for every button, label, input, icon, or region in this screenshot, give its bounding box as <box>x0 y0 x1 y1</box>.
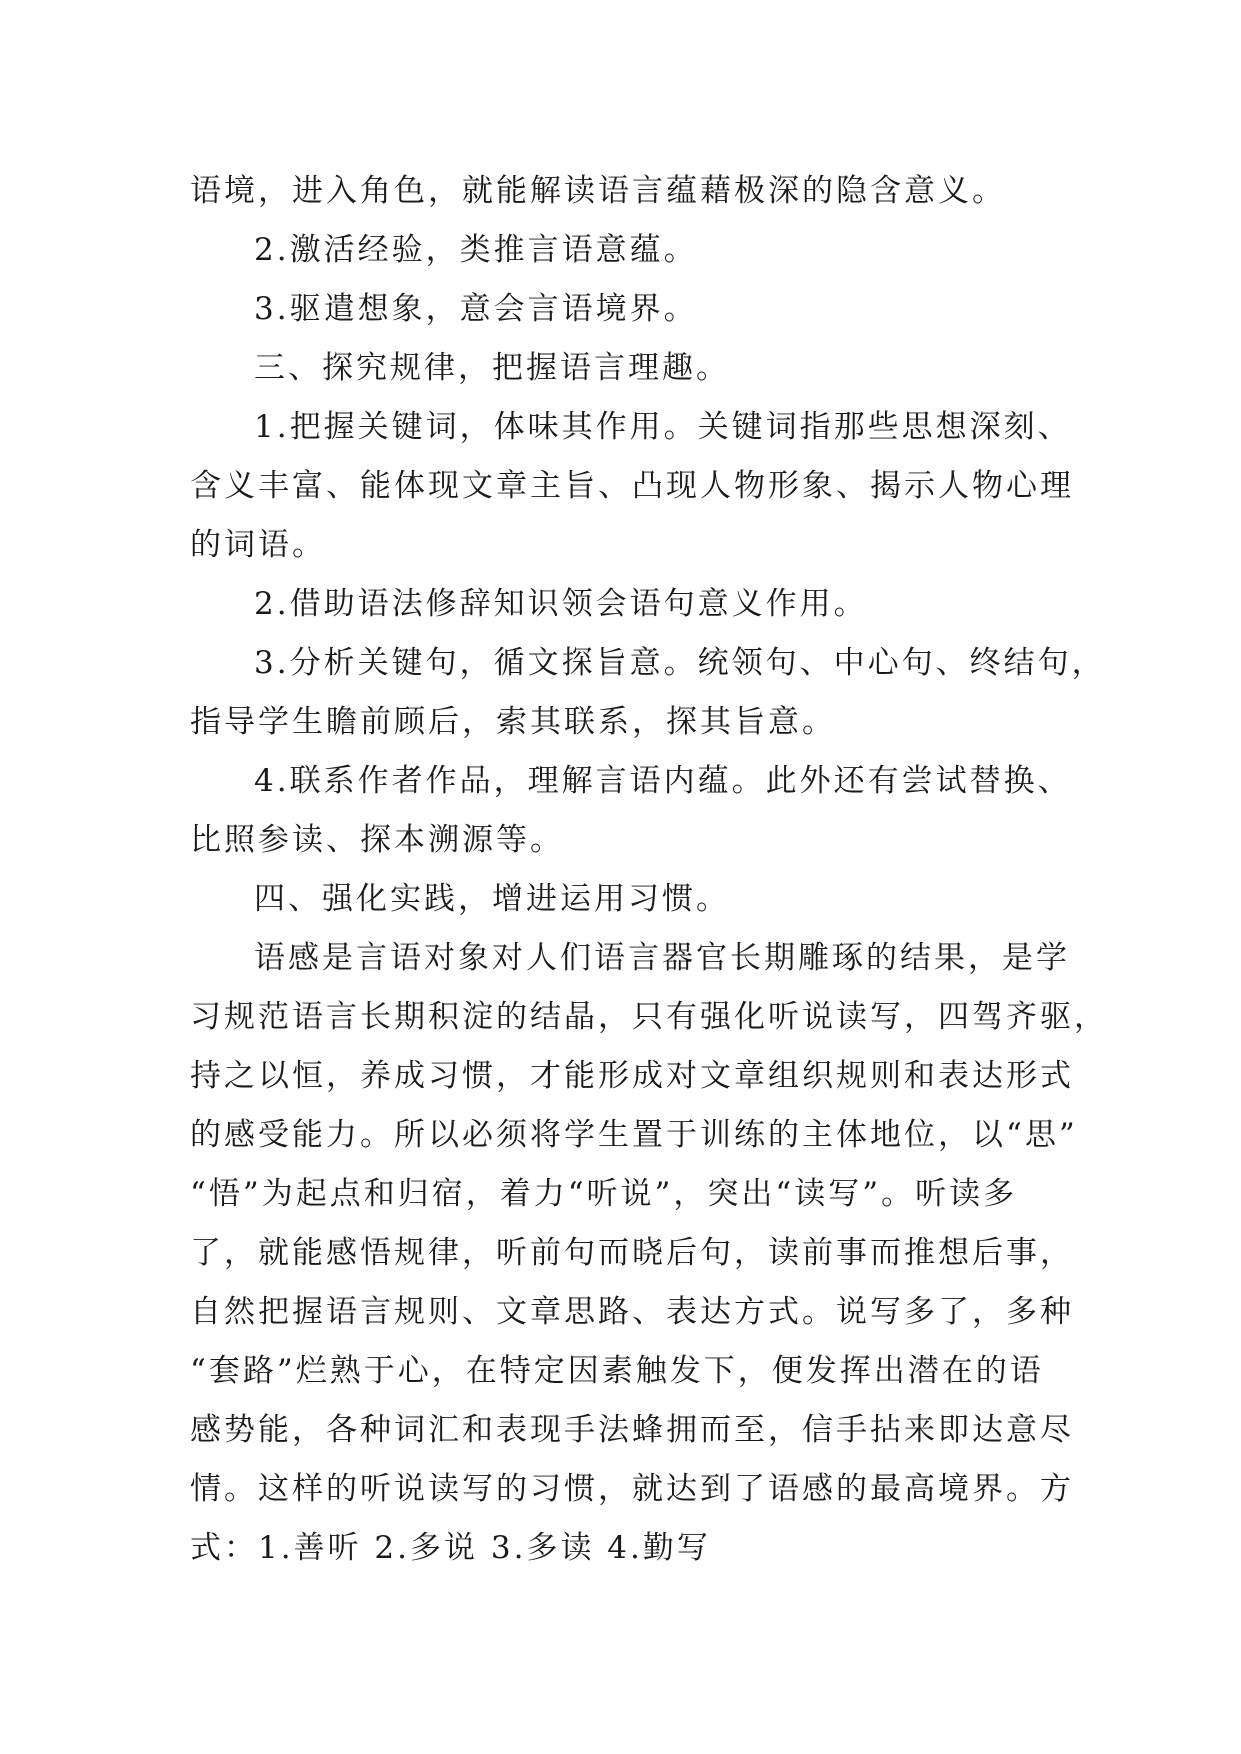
text-line: 比照参读、探本溯源等。 <box>190 822 564 858</box>
text-line: 了，就能感悟规律，听前句而晓后句，读前事而推想后事， <box>190 1235 1074 1271</box>
text-line: 4.联系作者作品，理解言语内蕴。此外还有尝试替换、 <box>254 763 1072 799</box>
text-line: 2.激活经验，类推言语意蕴。 <box>254 232 698 268</box>
text-line: 3.驱遣想象，意会言语境界。 <box>254 291 698 327</box>
text-line: 式：1.善听 2.多说 3.多读 4.勤写 <box>190 1530 711 1566</box>
section-heading: 三、探究规律，把握语言理趣。 <box>254 350 730 386</box>
body-text <box>190 162 1108 1578</box>
section-heading: 四、强化实践，增进运用习惯。 <box>254 881 730 917</box>
text-line: 指导学生瞻前顾后，索其联系，探其旨意。 <box>190 704 836 740</box>
text-line: 感势能，各种词汇和表现手法蜂拥而至，信手拈来即达意尽 <box>190 1412 1074 1448</box>
text-line: 含义丰富、能体现文章主旨、凸现人物形象、揭示人物心理 <box>190 468 1074 504</box>
text-line: 3.分析关键句，循文探旨意。统领句、中心句、终结句， <box>254 645 1106 681</box>
text-line: 持之以恒，养成习惯，才能形成对文章组织规则和表达形式 <box>190 1058 1074 1094</box>
text-line: 语境，进入角色，就能解读语言蕴藉极深的隐含意义。 <box>190 173 1006 209</box>
text-line: 的感受能力。所以必须将学生置于训练的主体地位，以“思” <box>190 1117 1078 1153</box>
text-line: 的词语。 <box>190 527 326 563</box>
text-line: 情。这样的听说读写的习惯，就达到了语感的最高境界。方 <box>190 1471 1074 1507</box>
text-line: 语感是言语对象对人们语言器官长期雕琢的结果，是学 <box>254 940 1070 976</box>
text-line: 自然把握语言规则、文章思路、表达方式。说写多了，多种 <box>190 1294 1074 1330</box>
text-line: 2.借助语法修辞知识领会语句意义作用。 <box>254 586 868 622</box>
text-line: 习规范语言长期积淀的结晶，只有强化听说读写，四驾齐驱， <box>190 999 1108 1035</box>
text-line: “悟”为起点和归宿，着力“听说”，突出“读写”。听读多 <box>190 1176 1018 1212</box>
text-line: “套路”烂熟于心，在特定因素触发下，便发挥出潜在的语 <box>190 1353 1044 1389</box>
text-line: 1.把握关键词，体味其作用。关键词指那些思想深刻、 <box>254 409 1072 445</box>
